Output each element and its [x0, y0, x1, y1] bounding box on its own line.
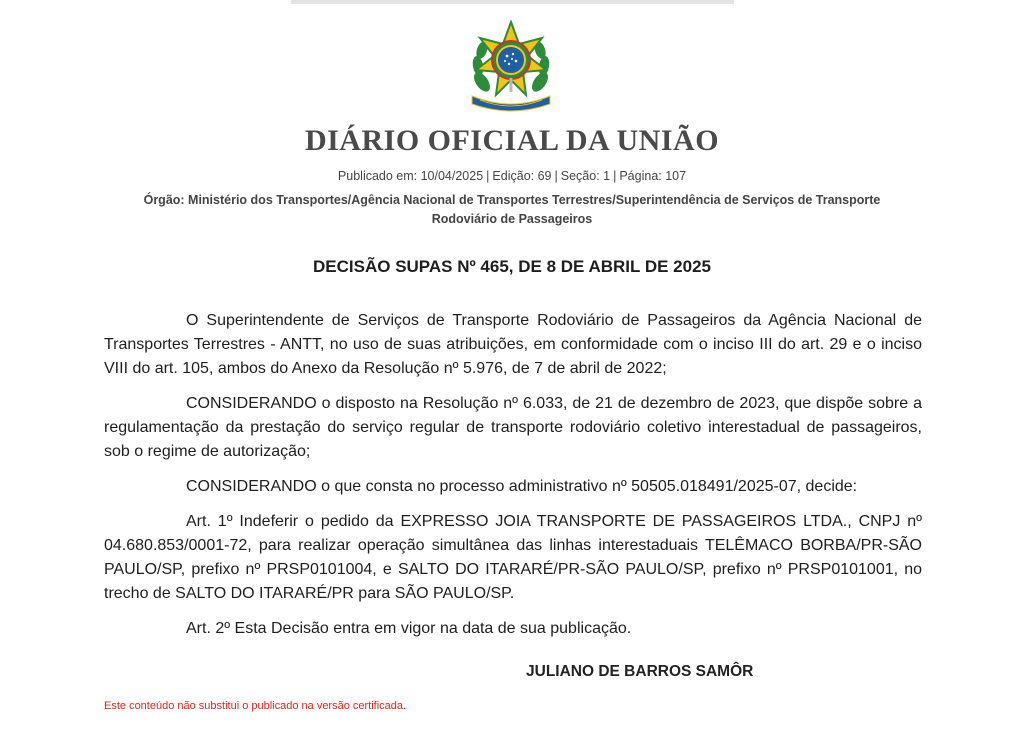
publication-meta: Publicado em: 10/04/2025 | Edição: 69 | Seção: 1 | Página: 107 — [337, 169, 687, 183]
decision-heading: DECISÃO SUPAS Nº 465, DE 8 DE ABRIL DE 2025 — [313, 257, 711, 276]
decision-body — [104, 309, 922, 652]
article-2-paragraph: Art. 2º Esta Decisão entra em vigor na data de sua publicação. — [186, 620, 632, 637]
edition-number: Edição: 69 — [492, 169, 552, 183]
section-number: Seção: 1 — [560, 169, 611, 183]
published-date: Publicado em: 10/04/2025 — [337, 169, 484, 183]
signatory-name: JULIANO DE BARROS SAMÔR — [526, 663, 754, 680]
considerando-paragraph-1: CONSIDERANDO o disposto na Resolução nº 6.033, de 21 de dezembro de 2023, que dispõe sobre a regulamentação da prestação do serviço regular de transporte rodoviário coletivo interestadual de passageiros, sob o regime de autorização; — [104, 395, 922, 460]
preamble-paragraph: O Superintendente de Serviços de Transporte Rodoviário de Passageiros da Agência Nacional de Transportes Terrestres - ANTT, no uso de suas atribuições, em conformidade com o inciso III do art. 29 e o inciso VIII do art. 105, ambos do Anexo da Resolução nº 5.976, de 7 de abril de 2022; — [104, 312, 922, 377]
top-divider-bar — [291, 0, 734, 4]
page-number: Página: 107 — [619, 169, 687, 183]
issuing-agency: Órgão: Ministério dos Transportes/Agência Nacional de Transportes Terrestres/Superintendência de Serviços de Transporte Rodoviário de Passageiros — [143, 193, 881, 226]
brazil-coat-of-arms-icon — [466, 20, 556, 112]
certification-disclaimer: Este conteúdo não substitui o publicado na versão certificada. — [104, 700, 407, 712]
page-title: DIÁRIO OFICIAL DA UNIÃO — [304, 124, 720, 157]
article-1-paragraph: Art. 1º Indeferir o pedido da EXPRESSO JOIA TRANSPORTE DE PASSAGEIROS LTDA., CNPJ nº 04.680.853/0001-72, para realizar operação simultânea das linhas interestaduais TELÊMACO BORBA/PR-SÃO PAULO/SP, prefixo nº PRSP0101004, e SALTO DO ITARARÉ/PR-SÃO PAULO/SP, prefixo nº PRSP0101001, no trecho de SALTO DO ITARARÉ/PR para SÃO PAULO/SP. — [104, 513, 922, 602]
considerando-paragraph-2: CONSIDERANDO o que consta no processo administrativo nº 50505.018491/2025-07, decide: — [186, 478, 858, 495]
